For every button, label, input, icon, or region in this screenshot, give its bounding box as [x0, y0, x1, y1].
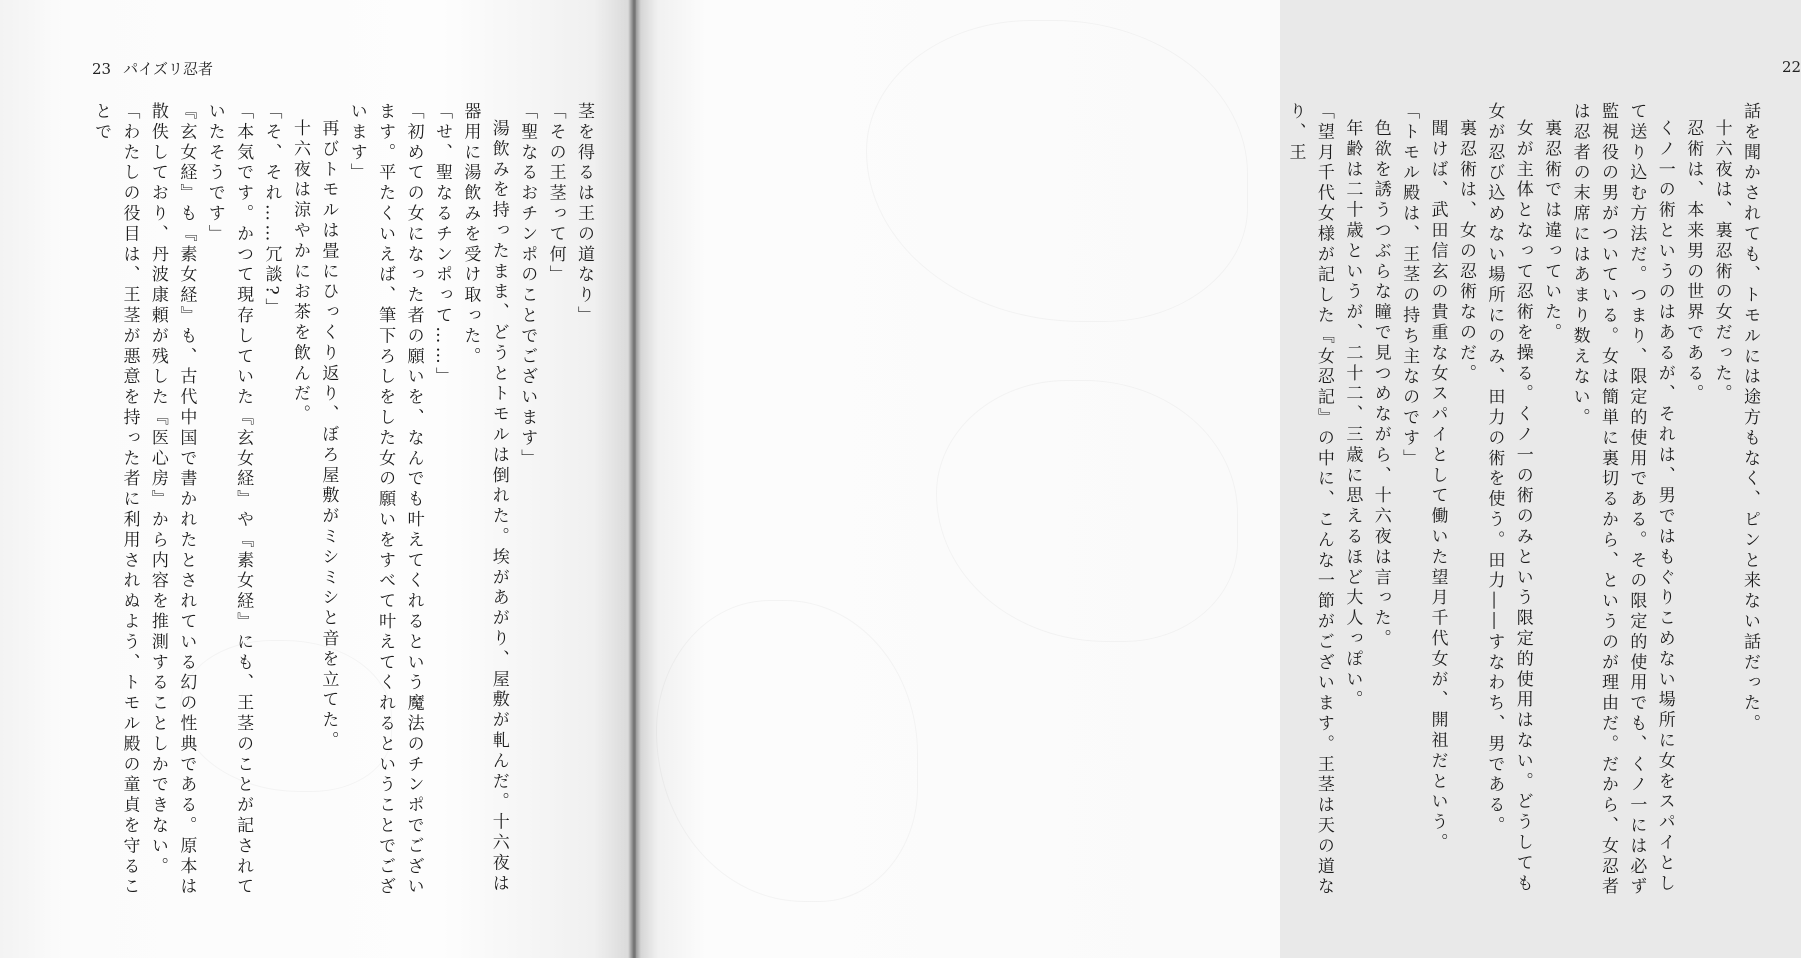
- paragraph: 「わたしの役目は、王茎が悪意を持った者に利用されぬよう、トモル殿の童貞を守ることで: [91, 102, 140, 898]
- paragraph: 『玄女経』も『素女経』も、古代中国で書かれたとされている幻の性典である。原本は散佚しており、丹波康頼が残した『医心房』から内容を推測することしかできない。: [147, 102, 197, 898]
- left-page: [0, 0, 632, 958]
- paragraph: 女が主体となって忍術を操る。くノ一の術のみという限定的使用はない。どうしても女が忍び込めない場所にのみ、田力の術を使う。田力――すなわち、男である。: [1484, 102, 1533, 895]
- right-page-body: [1285, 102, 1764, 902]
- paragraph: 「聖なるおチンポのことでございます」: [517, 102, 538, 470]
- paragraph: 「初めての女になった者の願いを、なんでも叶えてくれるという魔法のチンポでございます。平たくいえば、筆下ろしをした女の願いをすべて叶えてくれるということでございます」: [346, 102, 424, 898]
- paragraph: 忍術は、本来男の世界である。: [1683, 119, 1704, 405]
- paragraph: 「本気です。かつて現存していた『玄女経』や『素女経』にも、王茎のことが記されていたそうです」: [204, 102, 254, 898]
- paragraph: 「望月千代女様が記した『女忍記』の中に、こんな一節がございます。王茎は天の道なり、王: [1285, 102, 1334, 898]
- running-title: パイズリ忍者: [123, 60, 213, 78]
- paragraph: 湯飲みを持ったまま、どうとトモルは倒れた。埃があがり、屋敷が軋んだ。十六夜は器用に湯飲みを受け取った。: [460, 102, 509, 895]
- left-page-number: 23: [92, 60, 112, 78]
- paragraph: 「せ、聖なるチンポって……」: [431, 102, 452, 388]
- paragraph: 再びトモルは畳にひっくり返り、ぼろ屋敷がミシミシと音を立てた。: [318, 119, 339, 752]
- paragraph: くノ一の術というのはあるが、それは、男ではもぐりこめない場所に女をスパイとして送り込む方法だ。つまり、限定的使用である。その限定的使用でも、くノ一には必ず監視役の男がついている。女は簡単に裏切るから、というのが理由だ。だから、女忍者は忍者の末席にはあまり数えない。: [1569, 102, 1675, 898]
- right-page-header: [1782, 58, 1801, 76]
- right-page-number: 22: [1782, 58, 1801, 76]
- paragraph: 話を聞かされても、トモルには途方もなく、ピンと来ない話だった。: [1740, 102, 1760, 735]
- paragraph: 裏忍術は、女の忍術なのだ。: [1455, 119, 1476, 385]
- paragraph: 「そ、それ……冗談?」: [261, 102, 282, 319]
- left-page-body: [90, 102, 598, 902]
- paragraph: 年齢は二十歳というが、二十二、三歳に思えるほど大人っぽい。: [1342, 119, 1363, 711]
- paragraph: 「トモル殿は、王茎の持ち主なのです」: [1399, 102, 1420, 470]
- paragraph: 十六夜は涼やかにお茶を飲んだ。: [289, 119, 310, 425]
- paragraph: 「その王茎って何」: [545, 102, 566, 286]
- right-page: [636, 0, 1801, 958]
- paragraph: 十六夜は、裏忍術の女だった。: [1711, 119, 1732, 405]
- paragraph: 聞けば、武田信玄の貴重な女スパイとして働いた望月千代女が、開祖だという。: [1427, 119, 1448, 854]
- paragraph: 色欲を誘うつぶらな瞳で見つめながら、十六夜は言った。: [1370, 119, 1391, 650]
- left-page-header: [92, 58, 213, 79]
- paragraph: 裏忍術では違っていた。: [1541, 119, 1562, 344]
- paragraph: 茎を得るは王の道なり」: [574, 102, 594, 327]
